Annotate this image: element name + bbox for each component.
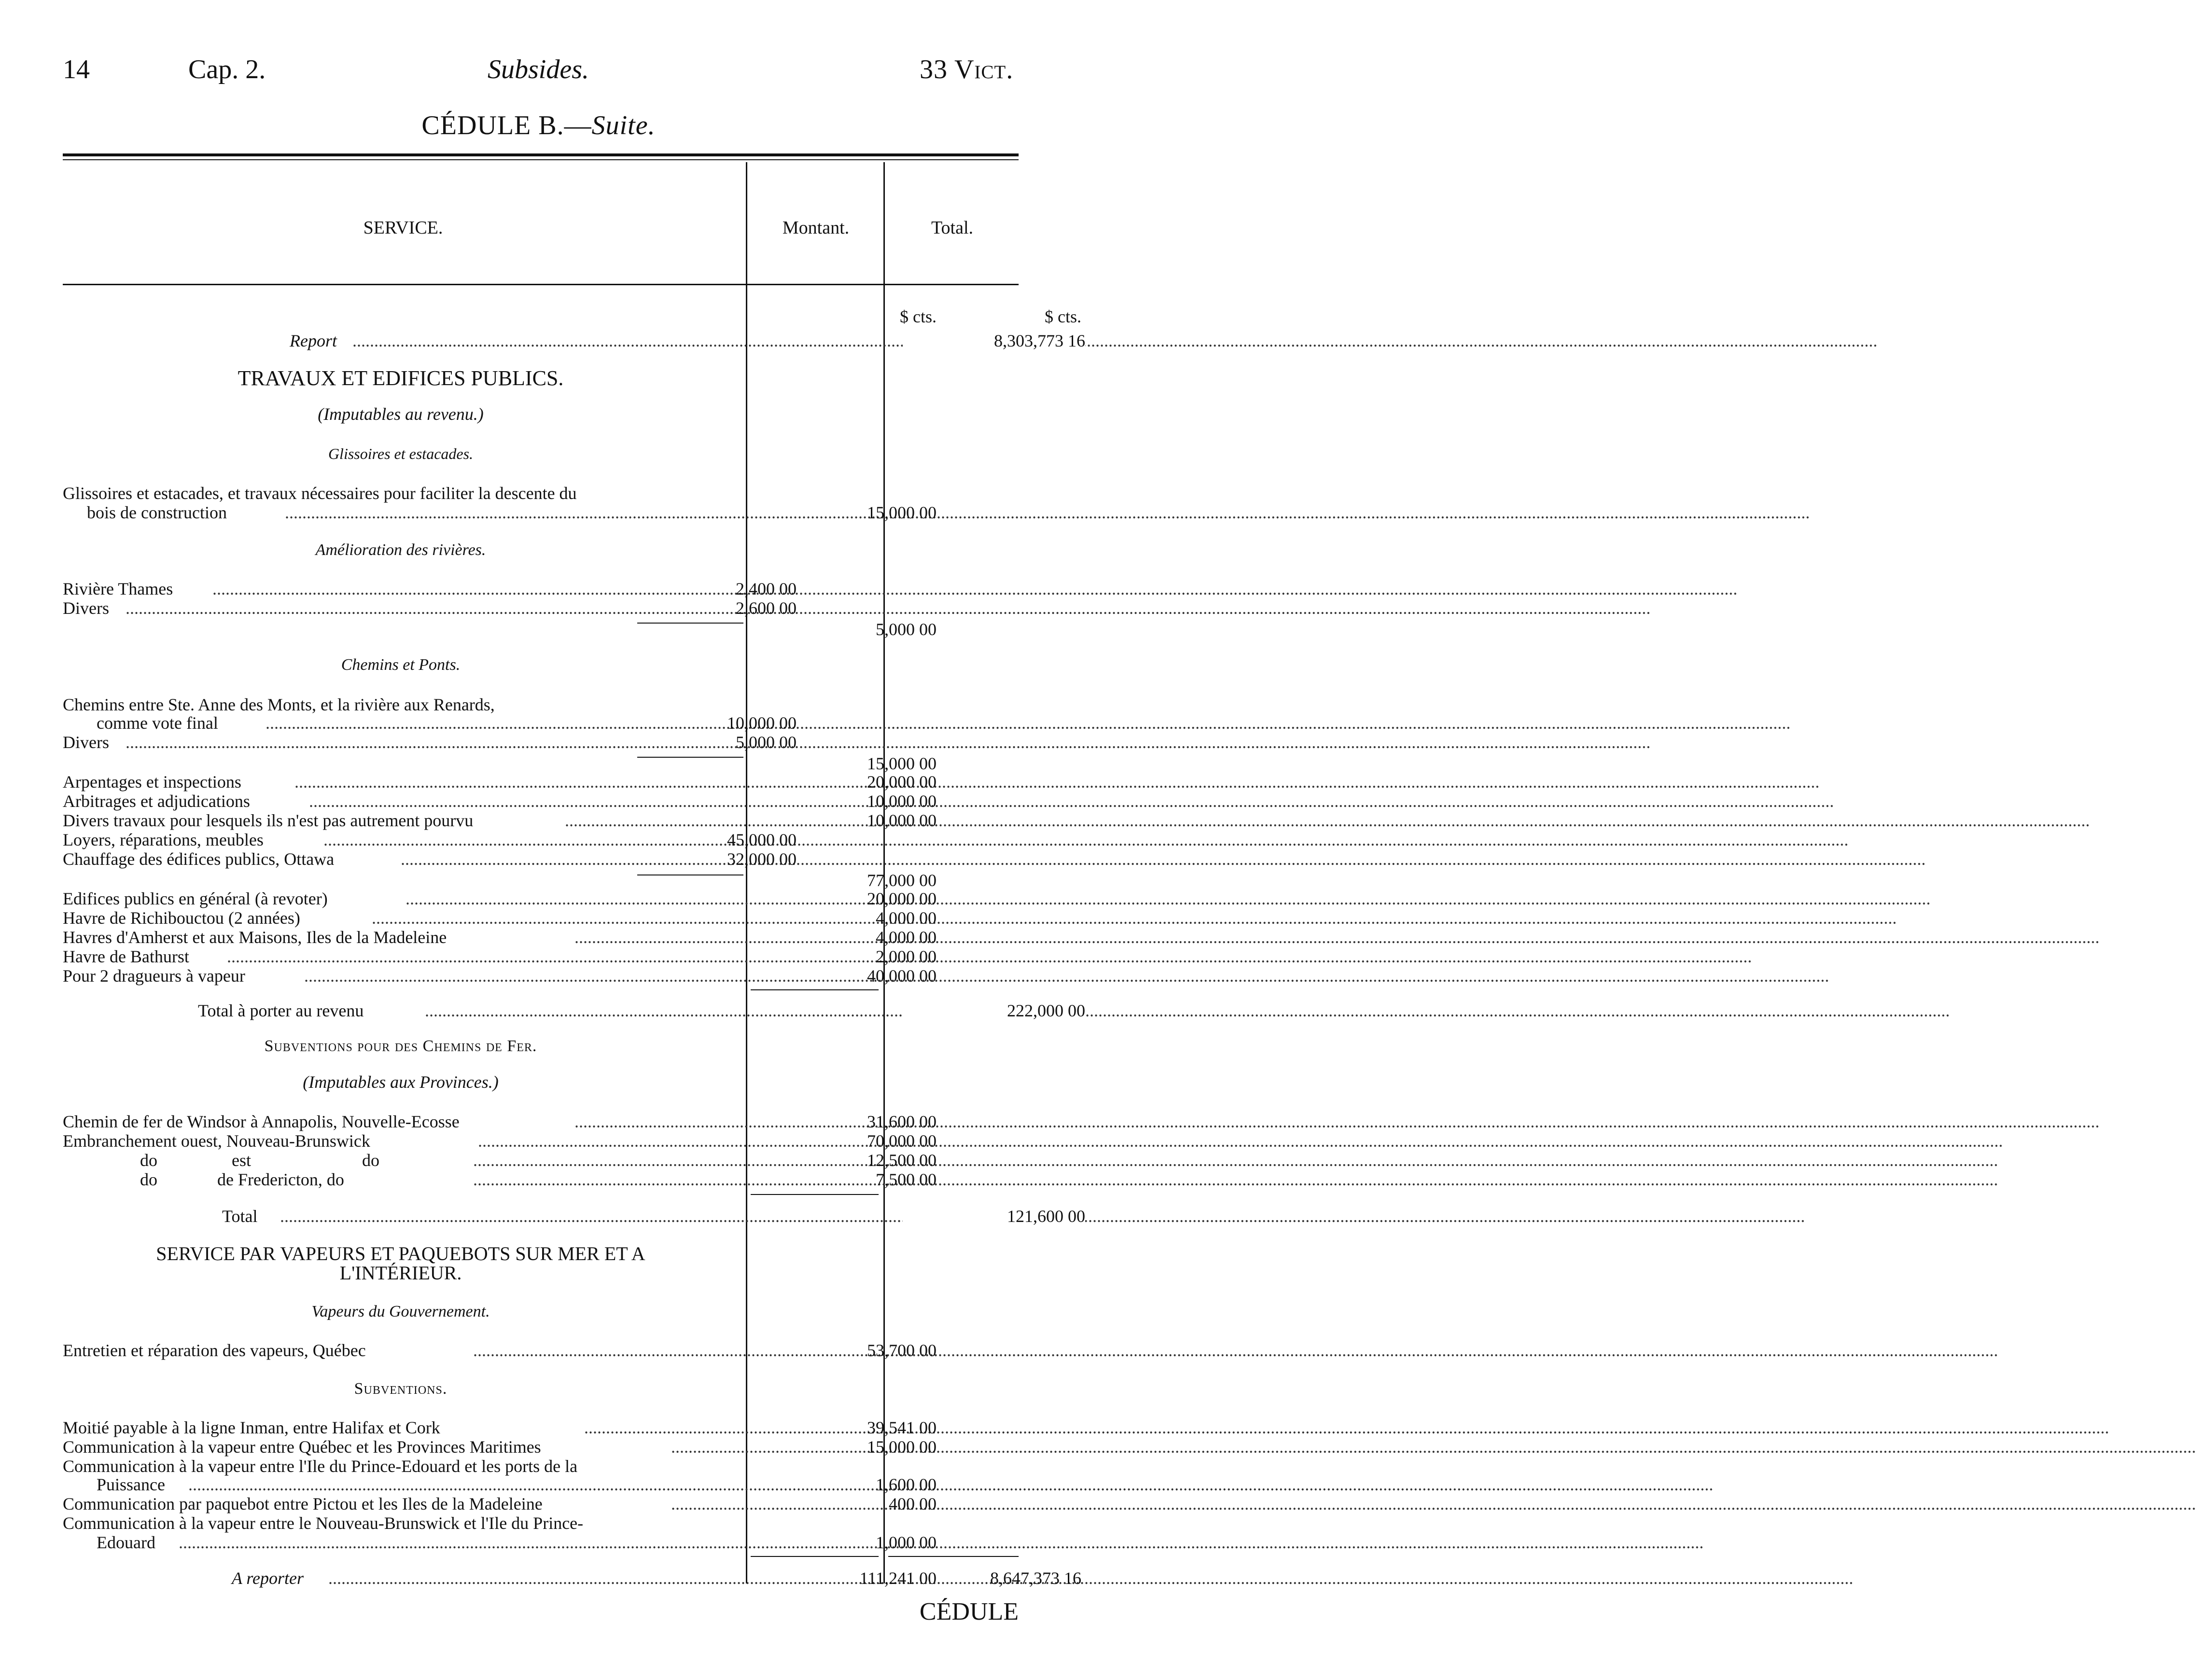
- fredericton-label: de Fredericton, do: [217, 1170, 344, 1189]
- edifices-label: Edifices publics en général (à revoter): [63, 889, 328, 908]
- leader-dots: [126, 598, 693, 618]
- glissoires-heading: Glissoires et estacades.: [328, 445, 474, 462]
- amelioration-heading: Amélioration des rivières.: [315, 541, 486, 559]
- windsor-label: Chemin de fer de Windsor à Annapolis, Nouvelle-Ecosse: [63, 1112, 460, 1131]
- total-unit: $ cts.: [1045, 307, 1081, 326]
- a-reporter-montant: 111,241 00: [859, 1569, 937, 1588]
- richibouctou-label: Havre de Richibouctou (2 années): [63, 908, 300, 928]
- leader-dots: [328, 1569, 804, 1588]
- section-heading-vapeurs-line1: SERVICE PAR VAPEURS ET PAQUEBOTS SUR MER ET A: [156, 1243, 645, 1264]
- leader-dots: [188, 1475, 806, 1494]
- dragueurs-amount: 40,000 00: [867, 966, 937, 986]
- chemins-total: 15,000 00: [867, 754, 937, 773]
- divers2-label: Divers: [63, 733, 109, 752]
- section-heading-subventions-fer: Subventions pour des Chemins de Fer.: [264, 1037, 537, 1055]
- edifices-amount: 20,000 00: [867, 889, 937, 908]
- leader-dots: [179, 1533, 806, 1552]
- pictou-amount: 400 00: [889, 1494, 937, 1513]
- nb-text-line1: Communication à la vapeur entre le Nouveau-Brunswick et l'Ile du Prince-: [63, 1513, 584, 1533]
- glissoires-text-line1: Glissoires et estacades, et travaux nécessaires pour faciliter la descente du: [63, 484, 577, 503]
- quebec-maritimes-amount: 15,000 00: [867, 1437, 937, 1457]
- pei-text-line1: Communication à la vapeur entre l'Ile du Prince-Edouard et les ports de la: [63, 1457, 578, 1476]
- pei-text-line2: Puissance: [97, 1475, 165, 1494]
- section-subheading-travaux: (Imputables au revenu.): [318, 404, 484, 424]
- leader-dots: [372, 908, 806, 928]
- section-heading-travaux: TRAVAUX ET EDIFICES PUBLICS.: [238, 366, 564, 390]
- pictou-label: Communication par paquebot entre Pictou et les Iles de la Madeleine: [63, 1494, 543, 1513]
- leader-dots: [304, 966, 806, 986]
- leader-dots: [285, 503, 801, 522]
- thames-amount: 2,400 00: [736, 579, 797, 598]
- chemins-text-line1: Chemins entre Ste. Anne des Monts, et la rivière aux Renards,: [63, 695, 495, 714]
- travaux-total-label: Total à porter au revenu: [198, 1001, 364, 1020]
- inman-amount: 39,541 00: [867, 1418, 937, 1437]
- leader-dots: [323, 830, 693, 849]
- divers2-amount: 5,000 00: [736, 733, 797, 752]
- schedule-title-suffix: Suite.: [591, 111, 656, 140]
- subventions-heading: Subventions.: [354, 1380, 448, 1398]
- dragueurs-label: Pour 2 dragueurs à vapeur: [63, 966, 245, 986]
- column-heading-total: Total.: [931, 218, 974, 238]
- page-number: 14: [63, 55, 90, 84]
- est-label: est: [232, 1151, 251, 1170]
- leader-dots: [406, 889, 806, 908]
- travaux-total-amount: 222,000 00: [903, 1001, 1085, 1020]
- entretien-amount: 53,700 00: [867, 1341, 937, 1360]
- nb-amount: 1,000 00: [876, 1533, 937, 1552]
- leader-dots: [352, 331, 937, 350]
- report-total: 8,303,773 16: [903, 331, 1085, 350]
- ouest-amount: 70,000 00: [867, 1131, 937, 1151]
- pei-amount: 1,600 00: [876, 1475, 937, 1494]
- quebec-maritimes-label: Communication à la vapeur entre Québec et les Provinces Maritimes: [63, 1437, 541, 1457]
- rivieres-total: 5,000 00: [876, 620, 937, 639]
- ditto-2: do: [140, 1170, 157, 1189]
- report-row: [63, 331, 1085, 350]
- chauffage-label: Chauffage des édifices publics, Ottawa: [63, 849, 335, 869]
- report-label: Report: [290, 331, 337, 350]
- leader-dots: [280, 1207, 937, 1226]
- subject-title: Subsides.: [488, 55, 589, 84]
- chauffage-amount: 32,000 00: [727, 849, 797, 869]
- leader-dots: [425, 1001, 937, 1020]
- subtotal-rule: [751, 1194, 879, 1195]
- arbitrages-amount: 10,000 00: [867, 791, 937, 811]
- montant-unit: $ cts.: [900, 307, 937, 326]
- column-heading-service: SERVICE.: [363, 218, 443, 238]
- a-reporter-label: A reporter: [232, 1569, 304, 1588]
- leader-dots: [126, 733, 693, 752]
- windsor-amount: 31,600 00: [867, 1112, 937, 1131]
- leader-dots: [266, 713, 693, 733]
- top-rule-thick: [63, 153, 1019, 156]
- bathurst-label: Havre de Bathurst: [63, 947, 189, 966]
- schedule-title: [0, 110, 1077, 141]
- divers-travaux-label: Divers travaux pour lesquels ils n'est pas autrement pourvu: [63, 811, 474, 830]
- arbitrages-label: Arbitrages et adjudications: [63, 791, 250, 811]
- glissoires-text-line2: bois de construction: [87, 503, 227, 522]
- reign-label: 33 Vict.: [920, 55, 1014, 84]
- subtotal-rule: [751, 1556, 879, 1557]
- leader-dots: [227, 947, 806, 966]
- chemins-text-line2: comme vote final: [97, 713, 218, 733]
- chemins-heading: Chemins et Ponts.: [341, 656, 461, 674]
- loyers-label: Loyers, réparations, meubles: [63, 830, 264, 849]
- divers-travaux-amount: 10,000 00: [867, 811, 937, 830]
- bathurst-amount: 2,000 00: [876, 947, 937, 966]
- vapeurs-gouv-heading: Vapeurs du Gouvernement.: [311, 1303, 490, 1320]
- a-reporter-total: 8,647,373 16: [990, 1569, 1081, 1588]
- loyers-amount: 45,000 00: [727, 830, 797, 849]
- glissoires-amount: 15,000 00: [867, 503, 937, 522]
- est-amount: 12,500 00: [867, 1151, 937, 1170]
- subtotal-rule-total: [888, 1556, 1019, 1557]
- amherst-label: Havres d'Amherst et aux Maisons, Iles de la Madeleine: [63, 928, 447, 947]
- catchword: CÉDULE: [919, 1598, 1019, 1625]
- top-rule-thin: [63, 159, 1019, 160]
- section-heading-vapeurs-line2: L'INTÉRIEUR.: [339, 1262, 462, 1284]
- leader-dots: [294, 772, 806, 791]
- arpentages-label: Arpentages et inspections: [63, 772, 241, 791]
- thames-label: Rivière Thames: [63, 579, 173, 598]
- leader-dots: [309, 791, 806, 811]
- divers1-amount: 2,600 00: [736, 598, 797, 618]
- section-subheading-subventions-fer: (Imputables aux Provinces.): [303, 1072, 499, 1092]
- arpentages-amount: 20,000 00: [867, 772, 937, 791]
- fredericton-amount: 7,500 00: [876, 1170, 937, 1189]
- chapter-label: Cap. 2.: [188, 55, 266, 84]
- loyers-total: 77,000 00: [867, 871, 937, 890]
- ouest-label: Embranchement ouest, Nouveau-Brunswick: [63, 1131, 370, 1151]
- chemins-amount: 10,000 00: [727, 713, 797, 733]
- schedule-title-main: CÉDULE B.: [421, 111, 564, 140]
- divers1-label: Divers: [63, 598, 109, 618]
- ditto-1b: do: [362, 1151, 379, 1170]
- heading-rule: [63, 284, 1019, 285]
- column-heading-montant: Montant.: [782, 218, 850, 238]
- subtotal-rule: [751, 989, 879, 990]
- inman-label: Moitié payable à la ligne Inman, entre Halifax et Cork: [63, 1418, 440, 1437]
- amherst-amount: 4,000 00: [876, 928, 937, 947]
- richibouctou-amount: 4,000 00: [876, 908, 937, 928]
- leader-dots: [212, 579, 693, 598]
- glissoires-row: [63, 503, 1019, 522]
- entretien-label: Entretien et réparation des vapeurs, Québec: [63, 1341, 366, 1360]
- subventions-fer-total-label: Total: [222, 1207, 258, 1226]
- ditto-1: do: [140, 1151, 157, 1170]
- subventions-fer-total-amount: 121,600 00: [903, 1207, 1085, 1226]
- title-dash: —: [564, 111, 592, 140]
- nb-text-line2: Edouard: [97, 1533, 155, 1552]
